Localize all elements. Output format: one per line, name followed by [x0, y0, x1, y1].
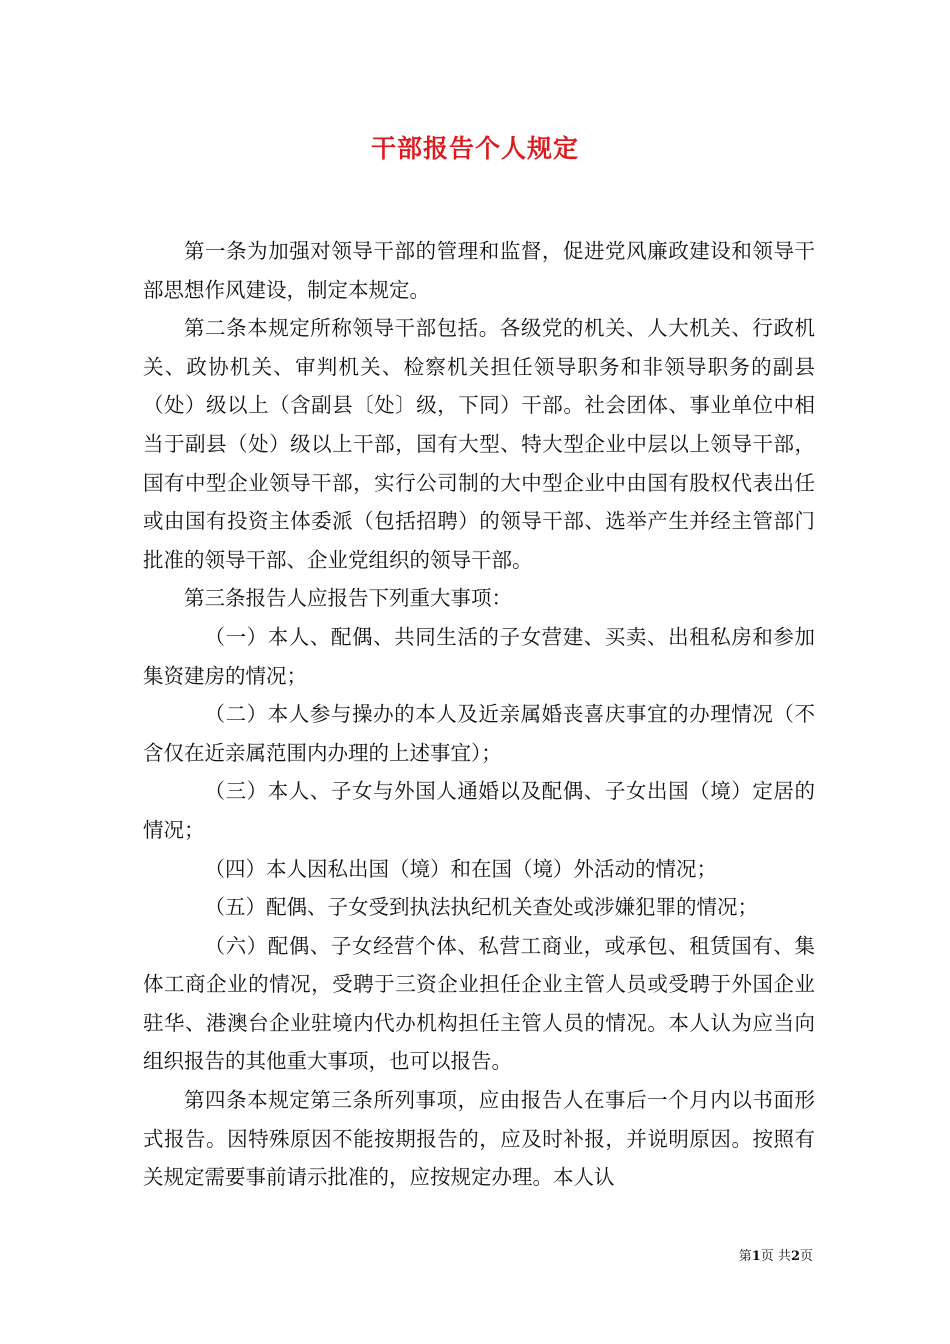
document-body — [143, 232, 815, 1197]
article-3-item-4: （四）本人因私出国（境）和在国（境）外活动的情况； — [204, 856, 717, 881]
article-3-paragraph: 第三条报告人应报告下列重大事项： — [184, 586, 512, 611]
footer-suffix: 页 — [799, 1249, 813, 1264]
article-3-item-1: （一）本人、配偶、共同生活的子女营建、买卖、出租私房和参加集资建房的情况； — [143, 624, 815, 688]
article-3-item-5: （五）配偶、子女受到执法执纪机关查处或涉嫌犯罪的情况； — [204, 895, 758, 920]
page-number-footer — [703, 1248, 813, 1266]
article-3-item-2: （二）本人参与操办的本人及近亲属婚丧喜庆事宜的办理情况（不含仅在近亲属范围内办理的上述事宜）； — [143, 702, 815, 765]
article-3-item-3: （三）本人、子女与外国人通婚以及配偶、子女出国（境）定居的情况； — [143, 779, 815, 842]
current-page-number: 1 — [751, 1249, 761, 1264]
total-page-number: 2 — [790, 1249, 800, 1264]
footer-middle: 页 共 — [760, 1249, 791, 1264]
article-1-paragraph: 第一条为加强对领导干部的管理和监督，促进党风廉政建设和领导干部思想作风建设，制定本规定。 — [143, 239, 815, 302]
article-4-paragraph: 第四条本规定第三条所列事项，应由报告人在事后一个月内以书面形式报告。因特殊原因不能按期报告的，应及时补报，并说明原因。按照有关规定需要事前请示批准的，应按规定办理。本人认 — [143, 1088, 815, 1190]
article-2-paragraph: 第二条本规定所称领导干部包括。各级党的机关、人大机关、行政机关、政协机关、审判机关、检察机关担任领导职务和非领导职务的副县（处）级以上（含副县〔处〕级，下同）干部。社会团体、事业单位中相当于副县（处）级以上干部，国有大型、特大型企业中层以上领导干部，国有中型企业领导干部，实行公司制的大中型企业中由国有股权代表出任或由国有投资主体委派（包括招聘）的领导干部、选举产生并经主管部门批准的领导干部、企业党组织的领导干部。 — [143, 316, 815, 572]
article-3-item-6: （六）配偶、子女经营个体、私营工商业，或承包、租赁国有、集体工商企业的情况，受聘于三资企业担任企业主管人员或受聘于外国企业驻华、港澳台企业驻境内代办机构担任主管人员的情况。本人认为应当向组织报告的其他重大事项，也可以报告。 — [143, 933, 815, 1074]
footer-prefix: 第 — [738, 1249, 752, 1264]
document-title: 干部报告个人规定 — [370, 134, 579, 163]
